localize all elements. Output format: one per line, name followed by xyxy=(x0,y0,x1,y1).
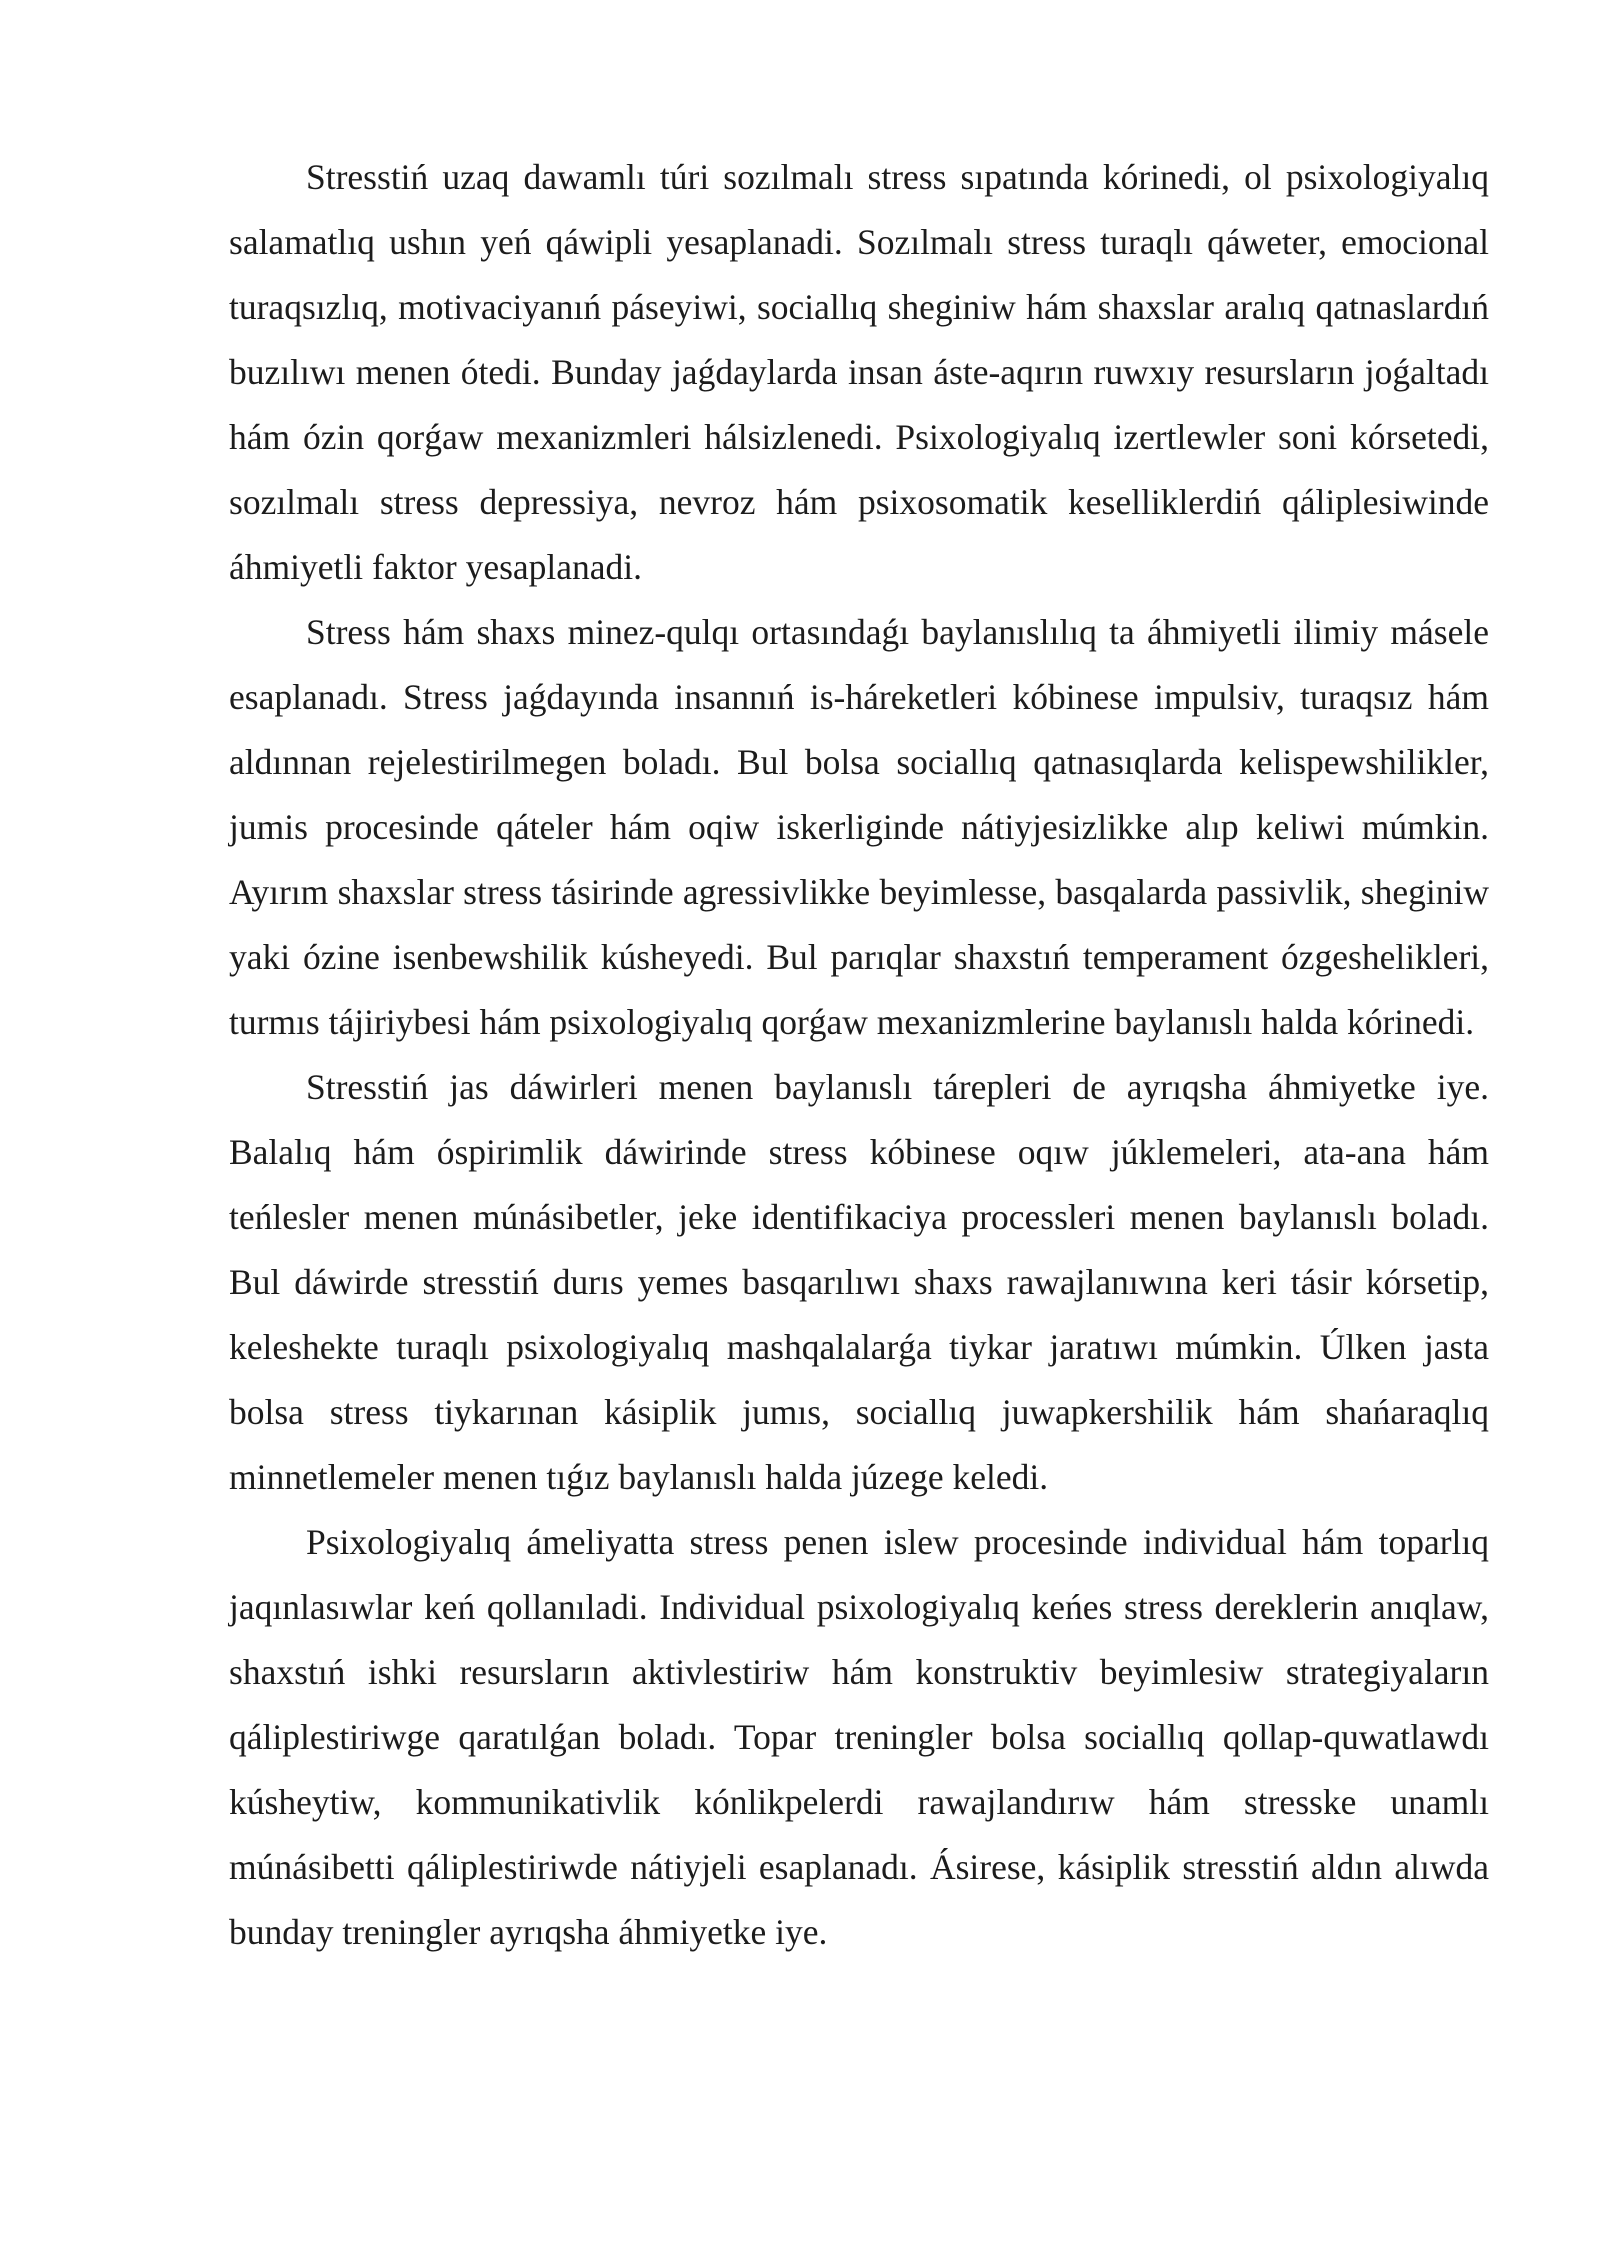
paragraph-age-periods: Stresstiń jas dáwirleri menen baylanıslı tárepleri de ayrıqsha áhmiyetke iye. Balalıq hám óspirimlik dáwirinde stress kóbinese oqıw júklemeleri, ata-ana hám teńlesler menen múnásibetler, jeke identifikaciya processleri menen baylanıslı boladı. Bul dáwirde stresstiń durıs yemes basqarılıwı shaxs rawajlanıwına keri tásir kórsetip, keleshekte turaqlı psixologiyalıq mashqalalarǵa tiykar jaratıwı múmkin. Úlken jasta bolsa stress tiykarınan kásiplik jumıs, sociallıq juwapkershilik hám shańaraqlıq minnetlemeler menen tıǵız baylanıslı halda júzege keledi. xyxy=(229,1067,1489,1497)
paragraph-chronic-stress: Stresstiń uzaq dawamlı túri sozılmalı stress sıpatında kórinedi, ol psixologiyalıq salamatlıq ushın yeń qáwipli yesaplanadi. Sozılmalı stress turaqlı qáweter, emocional turaqsızlıq, motivaciyanıń páseyiwi, sociallıq sheginiw hám shaxslar aralıq qatnaslardıń buzılıwı menen ótedi. Bunday jaǵdaylarda insan áste-aqırın ruwxıy resursların joǵaltadı hám ózin qorǵaw mexanizmleri hálsizlenedi. Psixologiyalıq izertlewler soni kórsetedi, sozılmalı stress depressiya, nevroz hám psixosomatik keselliklerdiń qáliplesiwinde áhmiyetli faktor yesaplanadi. xyxy=(229,157,1489,587)
document-page xyxy=(229,145,1489,1965)
paragraph-psychological-practice: Psixologiyalıq ámeliyatta stress penen islew procesinde individual hám toparlıq jaqınlasıwlar keń qollanıladi. Individual psixologiyalıq keńes stress dereklerin anıqlaw, shaxstıń ishki resursların aktivlestiriw hám konstruktiv beyimlesiw strategiyaların qáliplestiriwge qaratılǵan boladı. Topar treningler bolsa sociallıq qollap-quwatlawdı kúsheytiw, kommunikativlik kónlikpelerdi rawajlandırıw hám stresske unamlı múnásibetti qáliplestiriwde nátiyjeli esaplanadı. Ásirese, kásiplik stresstiń aldın alıwda bunday treningler ayrıqsha áhmiyetke iye. xyxy=(229,1522,1489,1952)
paragraph-stress-behavior: Stress hám shaxs minez-qulqı ortasındaǵı baylanıslılıq ta áhmiyetli ilimiy másele esaplanadı. Stress jaǵdayında insannıń is-háreketleri kóbinese impulsiv, turaqsız hám aldınnan rejelestirilmegen boladı. Bul bolsa sociallıq qatnasıqlarda kelispewshilikler, jumis procesinde qáteler hám oqiw iskerliginde nátiyjesizlikke alıp keliwi múmkin. Ayırım shaxslar stress tásirinde agressivlikke beyimlesse, basqalarda passivlik, sheginiw yaki ózine isenbewshilik kúsheyedi. Bul parıqlar shaxstıń temperament ózgeshelikleri, turmıs tájiriybesi hám psixologiyalıq qorǵaw mexanizmlerine baylanıslı halda kórinedi. xyxy=(229,612,1489,1042)
